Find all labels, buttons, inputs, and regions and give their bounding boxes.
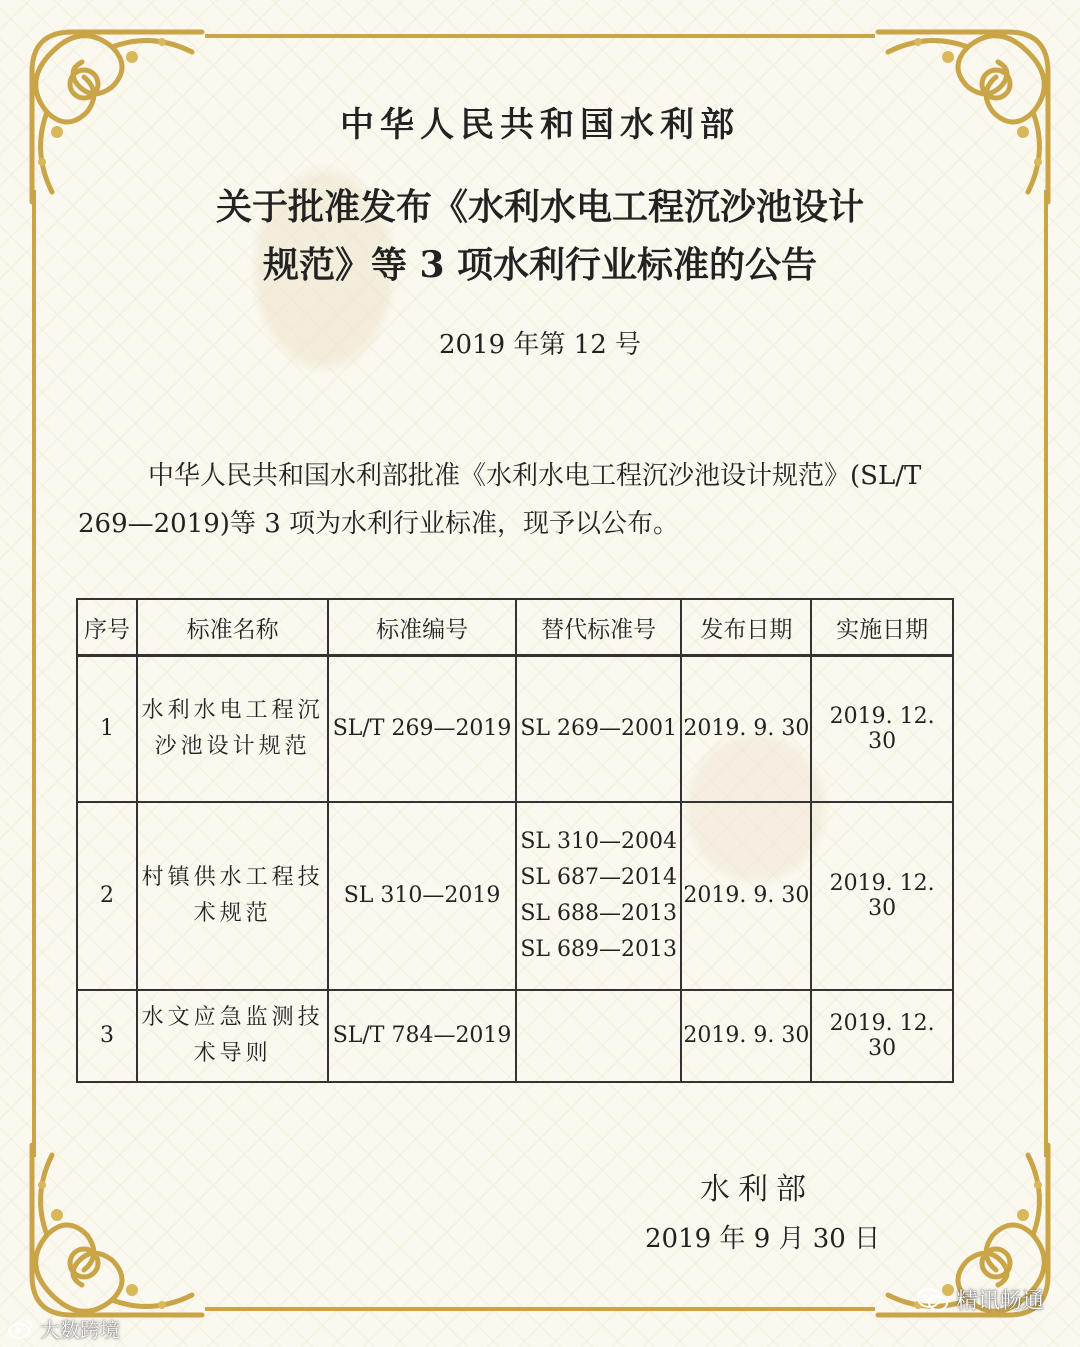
col-header-name: 标准名称 [137,599,328,656]
announcement-paragraph: 中华人民共和国水利部批准《水利水电工程沉沙池设计规范》(SL/T 269—2019)等 3 项为水利行业标准，现予以公布。 [78,461,922,539]
signature-date: 2019 年 9 月 30 日 [645,1224,881,1254]
row-effective-date: 2019. 12. 30 [811,990,953,1082]
row-publish-date: 2019. 9. 30 [681,802,811,990]
row-standard-name: 水利水电工程沉沙池设计规范 [137,656,328,802]
row-standard-name: 水文应急监测技术导则 [137,990,328,1082]
row-standard-name: 村镇供水工程技术规范 [137,802,328,990]
row-publish-date: 2019. 9. 30 [681,656,811,802]
signature-org: 水利部 [700,1172,814,1207]
table-row [77,802,953,990]
wechat-logo-icon [916,1287,950,1313]
replaced-standard: SL 687—2014 [520,864,677,890]
title-line-2: 规范》等 3 项水利行业标准的公告 [262,244,818,286]
row-replaces [516,656,682,802]
replaced-standard: SL 688—2013 [520,900,677,926]
frame-border-bottom [205,1307,875,1311]
row-publish-date: 2019. 9. 30 [681,990,811,1082]
row-standard-code: SL 310—2019 [328,802,516,990]
standards-table [76,598,954,1083]
frame-border-top [205,34,875,38]
ornament-corner-icon [12,1135,212,1335]
row-standard-code: SL/T 784—2019 [328,990,516,1082]
table-row [77,656,953,802]
replaced-standard: SL 689—2013 [520,936,677,962]
row-replaces [516,802,682,990]
row-no: 1 [77,656,137,802]
weibo-logo-icon [8,1318,34,1340]
row-standard-code: SL/T 269—2019 [328,656,516,802]
col-header-publish-date: 发布日期 [681,599,811,656]
watermark-right [916,1284,1044,1315]
row-no: 2 [77,802,137,990]
replaced-standard: SL 310—2004 [520,828,677,854]
title-line-1: 关于批准发布《水利水电工程沉沙池设计 [215,186,864,228]
row-no: 3 [77,990,137,1082]
row-effective-date: 2019. 12. 30 [811,802,953,990]
watermark-left-text: 大数跨境 [40,1318,120,1342]
row-effective-date: 2019. 12. 30 [811,656,953,802]
col-header-code: 标准编号 [328,599,516,656]
watermark-right-text: 精讯畅通 [955,1289,1044,1314]
row-replaces [516,990,682,1082]
col-header-replaces: 替代标准号 [516,599,682,656]
table-header-row [77,599,953,656]
issuing-ministry: 中华人民共和国水利部 [340,105,740,145]
table-row [77,990,953,1082]
watermark-left [8,1314,120,1343]
col-header-effective-date: 实施日期 [811,599,953,656]
announcement-title [0,178,1080,294]
replaced-standard: SL 269—2001 [520,715,677,741]
col-header-no: 序号 [77,599,137,656]
issue-number: 2019 年第 12 号 [438,330,642,360]
